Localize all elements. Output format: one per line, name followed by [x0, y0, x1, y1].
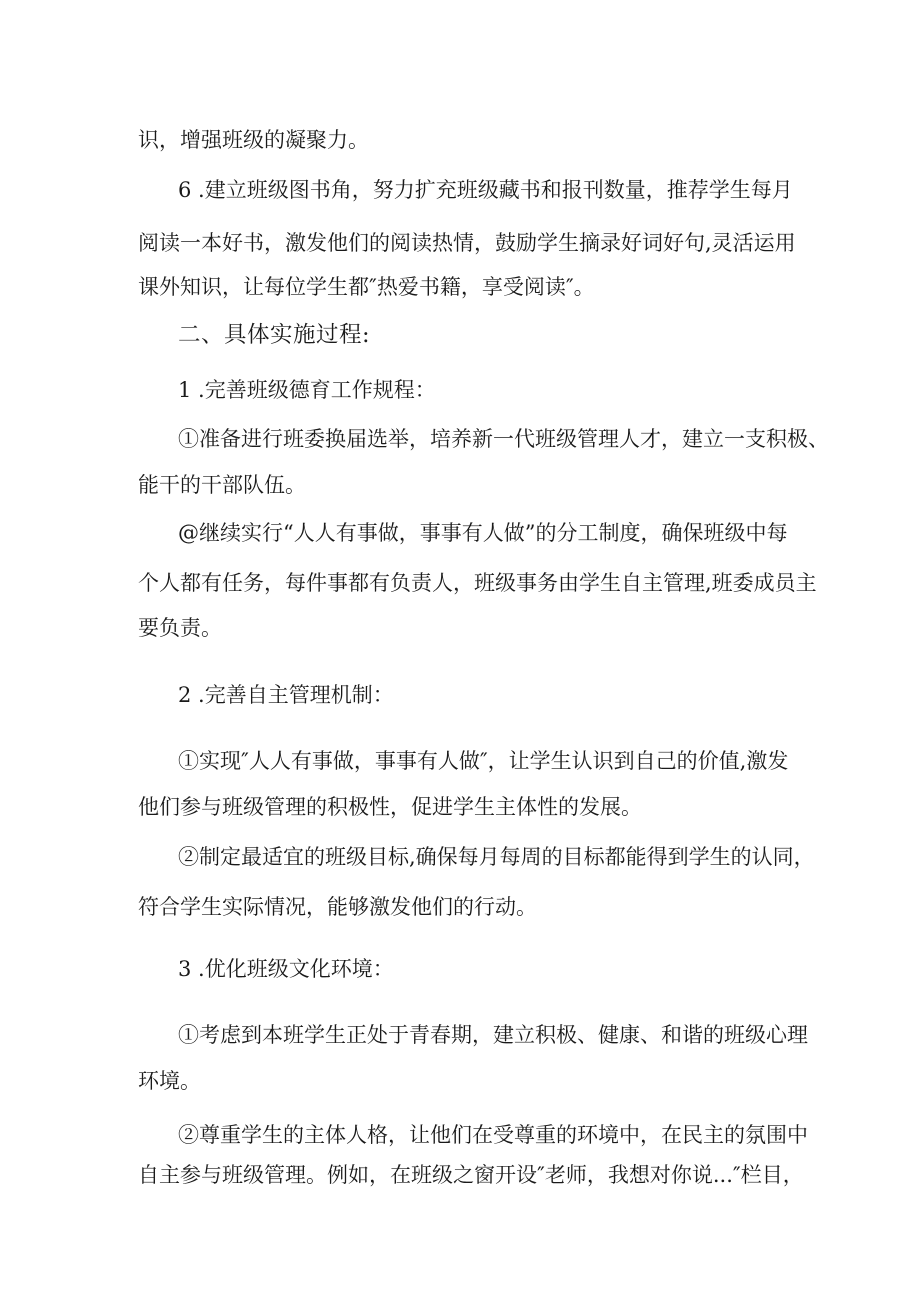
- paragraph-line: 课外知识，让每位学生都″热爱书籍，享受阅读″。: [138, 275, 595, 299]
- paragraph-line: 能干的干部队伍。: [138, 473, 306, 497]
- section-heading: 二、具体实施过程:: [178, 322, 371, 348]
- subsection-heading: 3 .优化班级文化环境：: [178, 957, 394, 981]
- paragraph-line: 他们参与班级管理的积极性，促进学生主体性的发展。: [138, 795, 642, 819]
- paragraph-line: 要负责。: [138, 616, 222, 640]
- paragraph-line: ①实现″人人有事做，事事有人做″，让学生认识到自己的价值,激发: [178, 749, 789, 773]
- subsection-heading: 1 .完善班级德育工作规程：: [178, 378, 436, 402]
- paragraph-line: 符合学生实际情况，能够激发他们的行动。: [138, 895, 537, 919]
- subsection-heading: 2 .完善自主管理机制：: [178, 683, 394, 707]
- paragraph-line: ②制定最适宜的班级目标,确保每月每周的目标都能得到学生的认同，: [178, 845, 815, 869]
- paragraph-line: 环境。: [138, 1069, 201, 1093]
- paragraph-line: 阅读一本好书，激发他们的阅读热情，鼓励学生摘录好词好句,灵活运用: [138, 231, 796, 255]
- paragraph-line: 6 .建立班级图书角，努力扩充班级藏书和报刊数量，推荐学生每月: [178, 178, 793, 202]
- paragraph-line: ②尊重学生的主体人格，让他们在受尊重的环境中，在民主的氛围中: [178, 1123, 808, 1147]
- paragraph-line: 识，增强班级的凝聚力。: [138, 128, 369, 152]
- paragraph-line: ①考虑到本班学生正处于青春期，建立积极、健康、和谐的班级心理: [178, 1023, 808, 1047]
- paragraph-line: 自主参与班级管理。例如，在班级之窗开设″老师，我想对你说...″栏目，: [138, 1163, 804, 1187]
- paragraph-line: ①准备进行班委换届选举，培养新一代班级管理人才，建立一支积极、: [178, 427, 829, 451]
- paragraph-line: @继续实行“人人有事做，事事有人做”的分工制度，确保班级中每: [178, 521, 788, 545]
- paragraph-line: 个人都有任务，每件事都有负责人，班级事务由学生自主管理,班委成员主: [138, 571, 817, 595]
